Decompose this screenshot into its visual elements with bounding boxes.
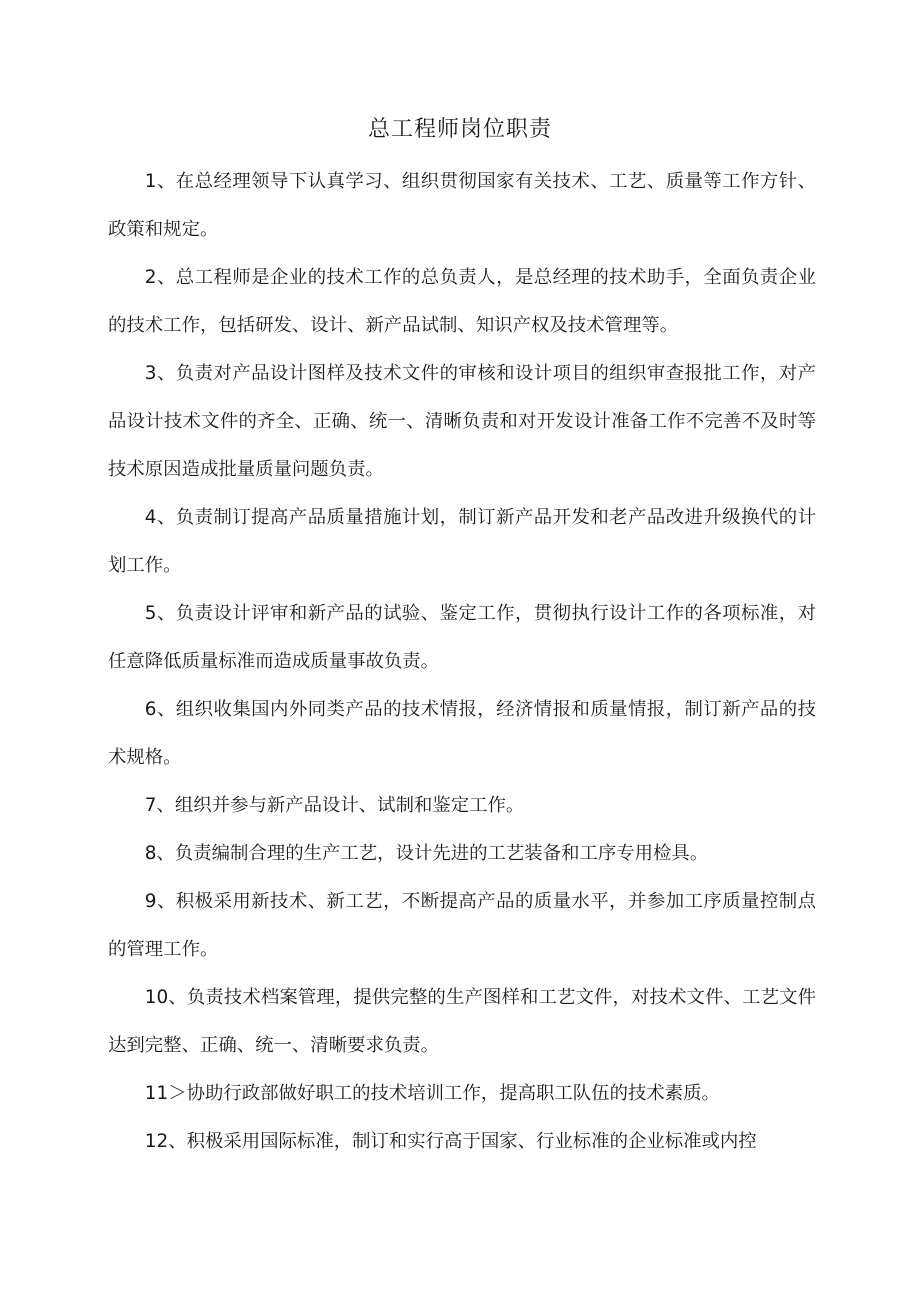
paragraph-6: 6、组织收集国内外同类产品的技术情报，经济情报和质量情报，制订新产品的技术规格。 — [108, 699, 816, 768]
paragraph-7: 7、组织并参与新产品设计、试制和鉴定工作。 — [144, 795, 525, 816]
paragraph-9: 9、积极采用新技术、新工艺，不断提高产品的质量水平，并参加工序质量控制点的管理工作。 — [108, 891, 816, 960]
document-title: 总工程师岗位职责 — [367, 117, 552, 142]
paragraph-8: 8、负责编制合理的生产工艺，设计先进的工艺装备和工序专用检具。 — [144, 843, 709, 864]
paragraph-2: 2、总工程师是企业的技术工作的总负责人，是总经理的技术助手，全面负责企业的技术工作，包括研发、设计、新产品试制、知识产权及技术管理等。 — [108, 267, 816, 336]
paragraph-1: 1、在总经理领导下认真学习、组织贯彻国家有关技术、工艺、质量等工作方针、政策和规定。 — [108, 171, 816, 240]
paragraph-4: 4、负责制订提高产品质量措施计划，制订新产品开发和老产品改进升级换代的计划工作。 — [108, 507, 816, 576]
paragraph-11: 11＞协助行政部做好职工的技术培训工作，提高职工队伍的技术素质。 — [144, 1083, 720, 1104]
paragraph-5: 5、负责设计评审和新产品的试验、鉴定工作，贯彻执行设计工作的各项标准，对任意降低质量标准而造成质量事故负责。 — [108, 603, 816, 672]
paragraph-10: 10、负责技术档案管理，提供完整的生产图样和工艺文件，对技术文件、工艺文件达到完整、正确、统一、清晰要求负责。 — [108, 987, 816, 1056]
document-body — [108, 158, 816, 1166]
paragraph-3: 3、负责对产品设计图样及技术文件的审核和设计项目的组织审查报批工作，对产品设计技术文件的齐全、正确、统一、清晰负责和对开发设计准备工作不完善不及时等技术原因造成批量质量问题负责。 — [108, 363, 816, 480]
paragraph-12: 12、积极采用国际标准，制订和实行高于国家、行业标准的企业标准或内控 — [144, 1131, 757, 1152]
